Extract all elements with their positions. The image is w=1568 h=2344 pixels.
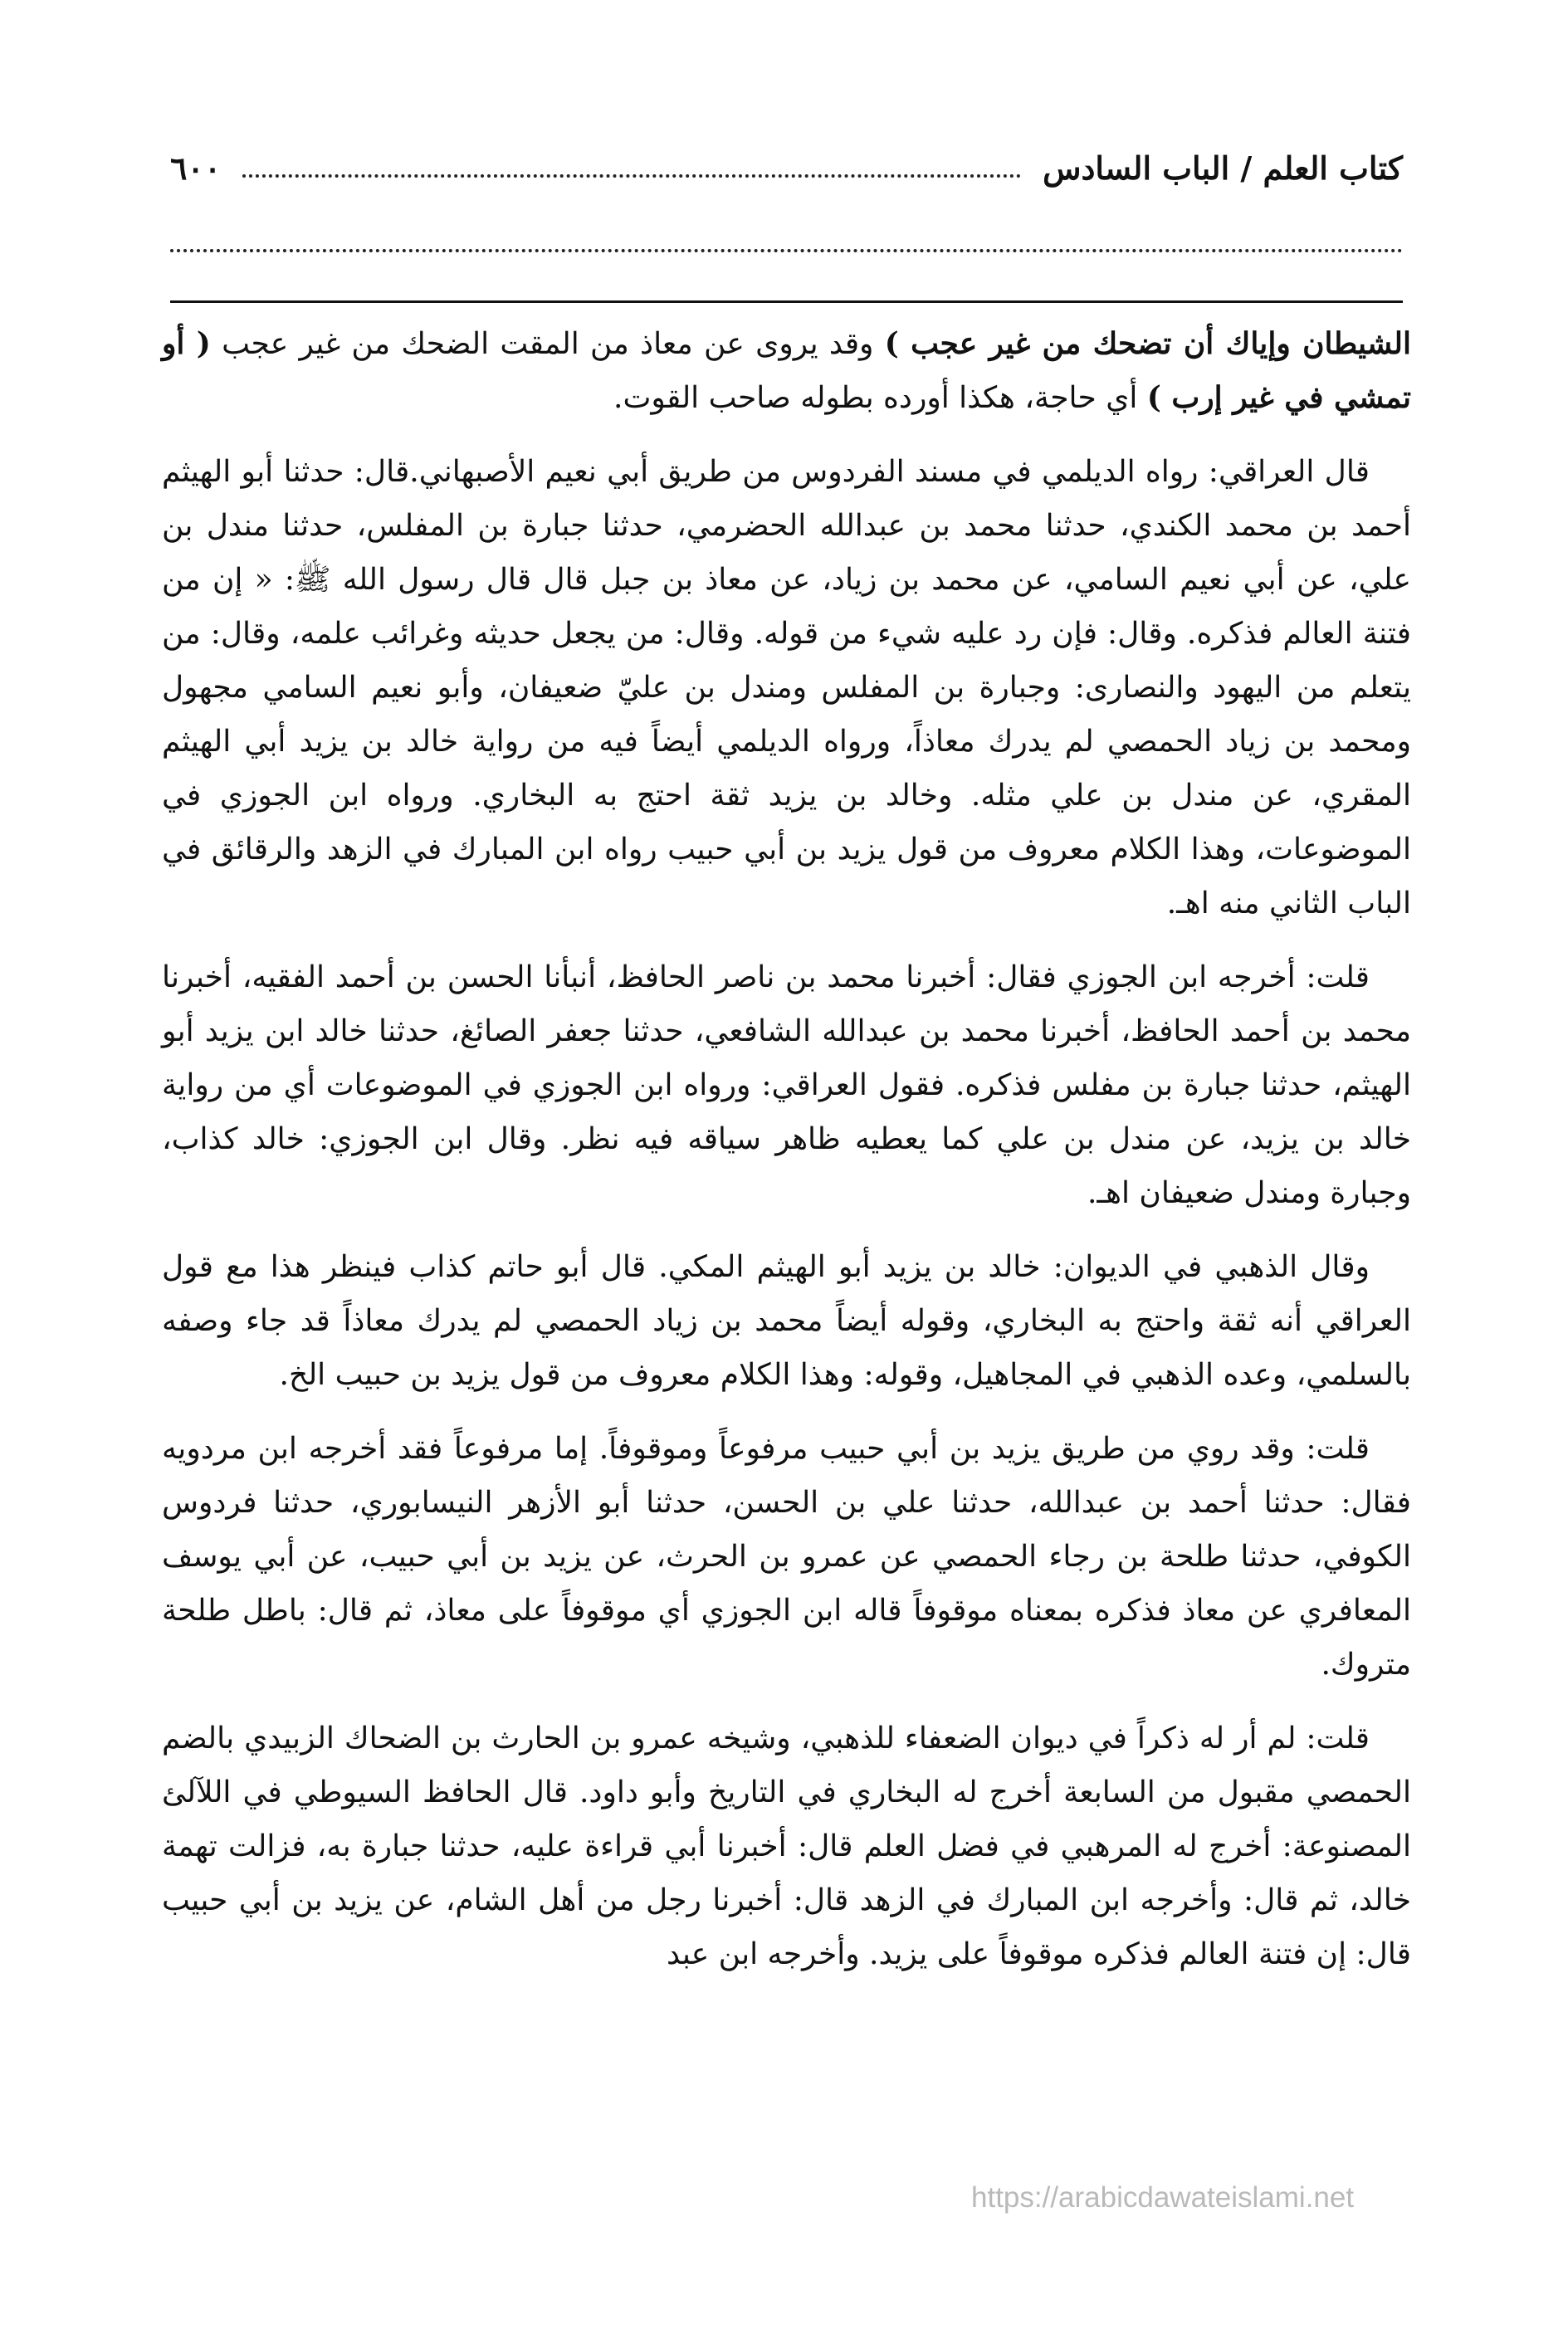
paragraph-suyuti: قلت: لم أر له ذكراً في ديوان الضعفاء للذهبي، وشيخه عمرو بن الحارث بن الضحاك الزبيدي بالضم الحمصي مقبول من السابعة أخرج له البخاري في التاريخ وأبو داود. قال الحافظ السيوطي في اللآلئ المصنوعة: أخرج له المرهبي في فضل العلم قال: أخبرنا أبي قراءة عليه، حدثنا جبارة به، فزالت تهمة خالد، ثم قال: وأخرجه ابن المبارك في الزهد قال: أخبرنا رجل من أهل الشام، عن يزيد بن أبي حبيب قال: إن فتنة العالم فذكره موقوفاً على يزيد. وأخرجه ابن عبد <box>162 1721 1411 1971</box>
quoted-hadith-phrase: ( أو تمشي في غير إرب ) <box>162 326 1411 415</box>
quoted-hadith-end: الشيطان وإياك أن تضحك من غير عجب ) <box>884 326 1411 361</box>
paragraph-text: وقد يروى عن معاذ من المقت الضحك من غير عجب <box>210 327 885 361</box>
dotted-divider <box>170 249 1403 252</box>
page-header <box>170 141 1403 194</box>
watermark-url: https://arabicdawateislami.net <box>971 2181 1355 2214</box>
page-number: ٦٠٠ <box>170 149 222 187</box>
paragraph-yazid: قلت: وقد روي من طريق يزيد بن أبي حبيب مرفوعاً وموقوفاً. إما مرفوعاً فقد أخرجه ابن مردويه فقال: حدثنا أحمد بن عبدالله، حدثنا علي بن الحسن، حدثنا أبو الأزهر النيسابوري، حدثنا فردوس الكوفي، حدثنا طلحة بن رجاء الحمصي عن عمرو بن الحرث، عن يزيد بن أبي حبيب، عن أبي يوسف المعافري عن معاذ فذكره بمعناه موقوفاً قاله ابن الجوزي أي موقوفاً على معاذ، ثم قال: باطل طلحة متروك. <box>162 1432 1411 1682</box>
running-title: كتاب العلم / الباب السادس <box>1043 149 1403 187</box>
header-leader-dots <box>242 174 1021 178</box>
solid-divider <box>170 300 1403 303</box>
paragraph-continuation <box>162 317 1411 425</box>
paragraph-ibn-jawzi: قلت: أخرجه ابن الجوزي فقال: أخبرنا محمد بن ناصر الحافظ، أنبأنا الحسن بن أحمد الفقيه، أخبرنا محمد بن أحمد الحافظ، أخبرنا محمد بن عبدالله الشافعي، حدثنا جعفر الصائغ، حدثنا خالد ابن يزيد أبو الهيثم، حدثنا جبارة بن مفلس فذكره. فقول العراقي: ورواه ابن الجوزي في الموضوعات أي من رواية خالد بن يزيد، عن مندل بن علي كما يعطيه ظاهر سياقه فيه نظر. وقال ابن الجوزي: خالد كذاب، وجبارة ومندل ضعيفان اهـ. <box>162 960 1411 1210</box>
paragraph-dhahabi: وقال الذهبي في الديوان: خالد بن يزيد أبو الهيثم المكي. قال أبو حاتم كذاب فينظر هذا مع قول العراقي أنه ثقة واحتج به البخاري، وقوله أيضاً محمد بن زياد الحمصي لم يدرك معاذاً قد جاء وصفه بالسلمي، وعده الذهبي في المجاهيل، وقوله: وهذا الكلام معروف من قول يزيد بن حبيب الخ. <box>162 1250 1411 1392</box>
body-text <box>162 317 1411 2001</box>
paragraph-text-end: أي حاجة، هكذا أورده بطوله صاحب القوت. <box>613 381 1147 415</box>
paragraph-iraqi: قال العراقي: رواه الديلمي في مسند الفردوس من طريق أبي نعيم الأصبهاني.قال: حدثنا أبو الهيثم أحمد بن محمد الكندي، حدثنا محمد بن عبدالله الحضرمي، حدثنا جبارة بن المفلس، حدثنا مندل بن علي، عن أبي نعيم السامي، عن محمد بن زياد، عن معاذ بن جبل قال قال رسول الله ﷺ: « إن من فتنة العالم فذكره. وقال: فإن رد عليه شيء من قوله. وقال: من يجعل حديثه وغرائب علمه، وقال: من يتعلم من اليهود والنصارى: وجبارة بن المفلس ومندل بن عليّ ضعيفان، وأبو نعيم السامي مجهول ومحمد بن زياد الحمصي لم يدرك معاذاً، ورواه الديلمي أيضاً فيه من رواية خالد بن يزيد أبي الهيثم المقري، عن مندل بن علي مثله. وخالد بن يزيد ثقة احتج به البخاري. ورواه ابن الجوزي في الموضوعات، وهذا الكلام معروف من قول يزيد بن أبي حبيب رواه ابن المبارك في الزهد والرقائق في الباب الثاني منه اهـ. <box>162 455 1411 921</box>
